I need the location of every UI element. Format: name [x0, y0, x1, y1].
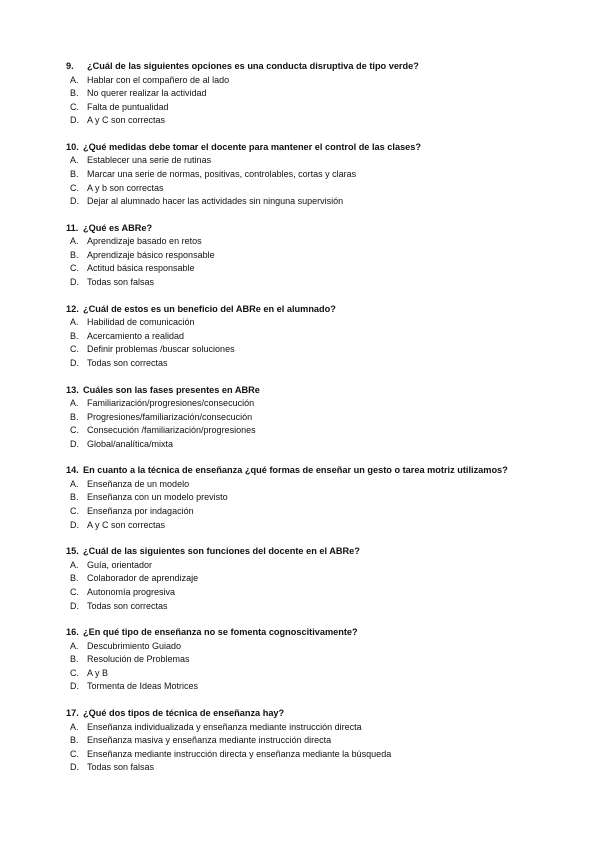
- option-b: [66, 168, 560, 182]
- question-12: [66, 303, 560, 371]
- option-a: [66, 397, 560, 411]
- option-d: [66, 680, 560, 694]
- option-text: Establecer una serie de rutinas: [87, 155, 212, 166]
- option-letter: D.: [70, 196, 79, 207]
- option-letter: A.: [70, 398, 79, 408]
- option-letter: A.: [70, 155, 79, 166]
- option-b: [66, 87, 560, 101]
- question-title: [66, 222, 560, 236]
- question-number: 12.: [66, 303, 79, 314]
- option-letter: B.: [70, 735, 79, 746]
- option-a: [66, 154, 560, 168]
- option-letter: D.: [70, 600, 79, 611]
- option-text: Consecución /familiarización/progresiones: [87, 425, 256, 436]
- option-text: Enseñanza individualizada y enseñanza mediante instrucción directa: [87, 721, 362, 732]
- option-b: [66, 491, 560, 505]
- question-text: ¿Qué medidas debe tomar el docente para mantener el control de las clases?: [83, 141, 422, 152]
- option-text: Familiarización/progresiones/consecución: [87, 398, 255, 408]
- option-b: [66, 249, 560, 263]
- option-text: Colaborador de aprendizaje: [87, 573, 199, 584]
- question-13: [66, 384, 560, 452]
- option-text: Acercamiento a realidad: [87, 330, 185, 341]
- options-list: [66, 559, 560, 613]
- question-text: ¿Qué dos tipos de técnica de enseñanza hay?: [83, 708, 285, 718]
- option-text: Enseñanza por indagación: [87, 506, 194, 517]
- question-number: 9.: [66, 61, 74, 71]
- option-letter: D.: [70, 681, 79, 692]
- option-a: [66, 721, 560, 735]
- option-text: Todas son falsas: [87, 277, 155, 288]
- option-letter: A.: [70, 236, 79, 247]
- option-text: Aprendizaje básico responsable: [87, 249, 215, 260]
- option-c: [66, 182, 560, 196]
- question-title: [66, 545, 560, 559]
- option-c: [66, 586, 560, 600]
- option-a: [66, 640, 560, 654]
- question-text: ¿En qué tipo de enseñanza no se fomenta cognoscitivamente?: [83, 627, 358, 638]
- options-list: [66, 74, 560, 128]
- question-10: [66, 141, 560, 209]
- option-letter: A.: [70, 74, 79, 85]
- option-text: Enseñanza mediante instrucción directa y enseñanza mediante la búsqueda: [87, 748, 392, 759]
- option-letter: C.: [70, 101, 79, 112]
- option-text: A y C son correctas: [87, 115, 166, 126]
- option-letter: B.: [70, 249, 79, 260]
- option-text: Marcar una serie de normas, positivas, controlables, cortas y claras: [87, 168, 357, 179]
- option-text: Definir problemas /buscar soluciones: [87, 344, 235, 355]
- option-letter: A.: [70, 640, 79, 651]
- option-d: [66, 357, 560, 371]
- option-b: [66, 330, 560, 344]
- option-text: A y B: [87, 667, 109, 678]
- question-14: [66, 464, 560, 532]
- option-b: [66, 653, 560, 667]
- option-text: Enseñanza de un modelo: [87, 478, 190, 489]
- option-d: [66, 114, 560, 128]
- option-text: Tormenta de Ideas Motrices: [87, 681, 199, 692]
- option-b: [66, 411, 560, 425]
- option-c: [66, 262, 560, 276]
- option-text: Descubrimiento Guiado: [87, 640, 182, 651]
- option-letter: D.: [70, 762, 79, 773]
- option-text: Resolución de Problemas: [87, 654, 190, 665]
- option-text: Actitud básica responsable: [87, 263, 195, 274]
- question-title: [66, 60, 560, 74]
- option-letter: B.: [70, 573, 79, 584]
- question-title: [66, 626, 560, 640]
- option-letter: D.: [70, 519, 79, 530]
- option-letter: C.: [70, 586, 79, 597]
- option-c: [66, 748, 560, 762]
- option-a: [66, 559, 560, 573]
- options-list: [66, 478, 560, 532]
- question-11: [66, 222, 560, 290]
- question-number: 13.: [66, 384, 79, 395]
- option-letter: A.: [70, 559, 79, 570]
- option-c: [66, 101, 560, 115]
- option-c: [66, 667, 560, 681]
- question-number: 10.: [66, 141, 79, 152]
- option-letter: D.: [70, 438, 79, 449]
- question-title: [66, 141, 560, 155]
- option-letter: C.: [70, 263, 79, 274]
- option-letter: A.: [70, 317, 79, 328]
- option-d: [66, 600, 560, 614]
- option-text: Dejar al alumnado hacer las actividades sin ninguna supervisión: [87, 196, 344, 207]
- question-title: [66, 707, 560, 721]
- option-text: Enseñanza masiva y enseñanza mediante instrucción directa: [87, 735, 332, 746]
- option-text: Progresiones/familiarización/consecución: [87, 411, 253, 422]
- option-text: Autonomía progresiva: [87, 586, 176, 597]
- option-c: [66, 343, 560, 357]
- option-letter: B.: [70, 654, 79, 665]
- option-text: Hablar con el compañero de al lado: [87, 74, 230, 85]
- question-text: ¿Qué es ABRe?: [83, 222, 153, 233]
- option-text: A y C son correctas: [87, 519, 166, 530]
- question-16: [66, 626, 560, 694]
- options-list: [66, 640, 560, 694]
- option-letter: B.: [70, 168, 79, 179]
- option-letter: B.: [70, 88, 79, 99]
- question-9: [66, 60, 560, 128]
- option-text: Aprendizaje basado en retos: [87, 236, 202, 247]
- options-list: [66, 397, 560, 451]
- question-title: [66, 384, 560, 398]
- option-letter: C.: [70, 425, 79, 436]
- option-text: Guía, orientador: [87, 559, 153, 570]
- option-letter: A.: [70, 478, 79, 489]
- question-text: En cuanto a la técnica de enseñanza ¿qué formas de enseñar un gesto o tarea motriz utilizamos?: [83, 465, 508, 476]
- option-d: [66, 761, 560, 775]
- option-text: Enseñanza con un modelo previsto: [87, 492, 228, 503]
- question-text: ¿Cuál de estos es un beneficio del ABRe en el alumnado?: [83, 303, 336, 314]
- option-b: [66, 572, 560, 586]
- question-number: 16.: [66, 627, 79, 638]
- options-list: [66, 235, 560, 289]
- option-letter: C.: [70, 506, 79, 517]
- option-text: Todas son correctas: [87, 600, 168, 611]
- option-text: A y b son correctas: [87, 182, 164, 193]
- option-c: [66, 424, 560, 438]
- question-text: ¿Cuál de las siguientes opciones es una conducta disruptiva de tipo verde?: [87, 61, 419, 71]
- option-letter: C.: [70, 748, 79, 759]
- question-text: Cuáles son las fases presentes en ABRe: [83, 384, 260, 395]
- option-a: [66, 74, 560, 88]
- question-title: [66, 464, 560, 478]
- option-letter: B.: [70, 411, 79, 422]
- option-d: [66, 195, 560, 209]
- option-d: [66, 276, 560, 290]
- option-text: Global/analítica/mixta: [87, 438, 174, 449]
- options-list: [66, 721, 560, 775]
- question-title: [66, 303, 560, 317]
- options-list: [66, 154, 560, 208]
- option-letter: C.: [70, 667, 79, 678]
- option-letter: C.: [70, 182, 79, 193]
- option-letter: B.: [70, 330, 79, 341]
- option-a: [66, 478, 560, 492]
- option-a: [66, 316, 560, 330]
- option-c: [66, 505, 560, 519]
- option-letter: B.: [70, 492, 79, 503]
- question-text: ¿Cuál de las siguientes son funciones del docente en el ABRe?: [83, 546, 360, 557]
- option-letter: C.: [70, 344, 79, 355]
- option-d: [66, 519, 560, 533]
- question-15: [66, 545, 560, 613]
- options-list: [66, 316, 560, 370]
- question-number: 15.: [66, 546, 79, 557]
- question-number: 17.: [66, 708, 79, 718]
- option-text: Todas son falsas: [87, 762, 155, 773]
- option-letter: A.: [70, 721, 79, 732]
- question-number: 11.: [66, 222, 79, 233]
- option-d: [66, 438, 560, 452]
- option-text: No querer realizar la actividad: [87, 88, 207, 99]
- question-number: 14.: [66, 465, 79, 476]
- option-a: [66, 235, 560, 249]
- option-text: Falta de puntualidad: [87, 101, 169, 112]
- option-letter: D.: [70, 115, 79, 126]
- option-b: [66, 734, 560, 748]
- question-17: [66, 707, 560, 775]
- option-letter: D.: [70, 357, 79, 368]
- option-letter: D.: [70, 277, 79, 288]
- option-text: Habilidad de comunicación: [87, 317, 195, 328]
- option-text: Todas son correctas: [87, 357, 168, 368]
